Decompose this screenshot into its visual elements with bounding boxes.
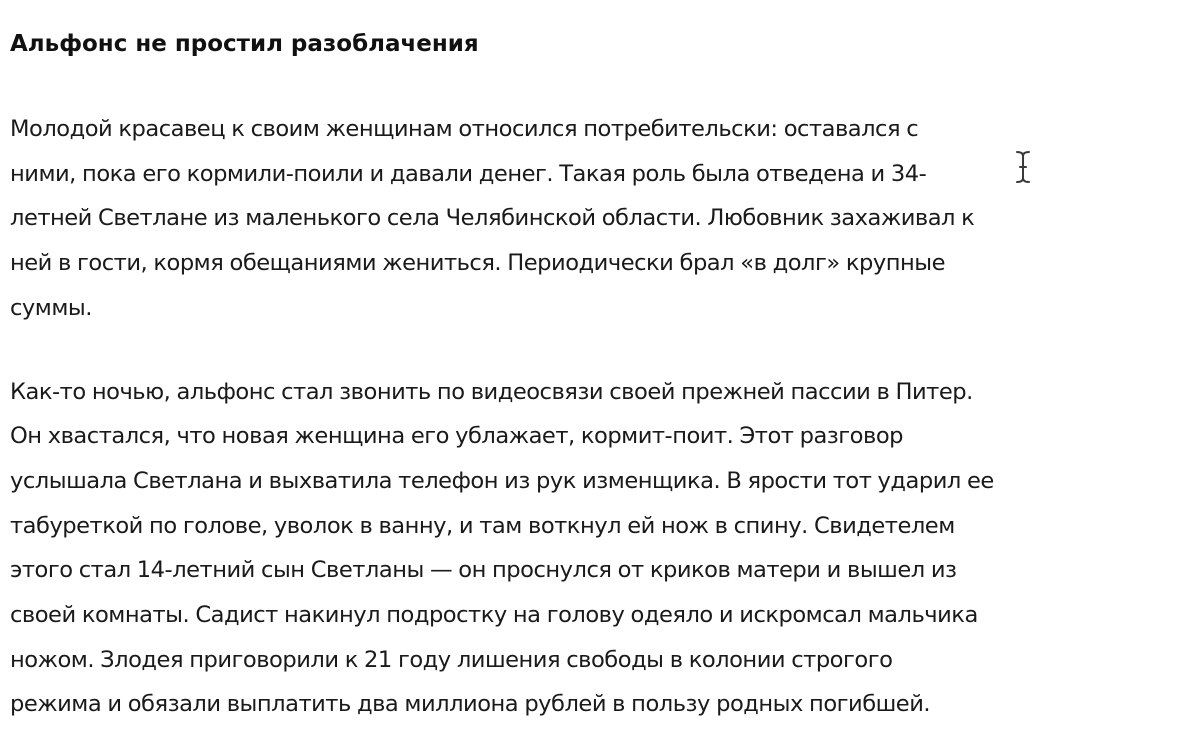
article-paragraph-2 <box>10 370 1180 728</box>
paragraph-line: своей комнаты. Садист накинул подростку на голову одеяло и искромсал мальчика <box>10 602 978 629</box>
paragraph-line: режима и обязали выплатить два миллиона рублей в пользу родных погибшей. <box>10 691 931 718</box>
paragraph-line: ними, пока его кормили-поили и давали денег. Такая роль была отведена и 34- <box>10 160 927 187</box>
paragraph-line: летней Светлане из маленького села Челябинской области. Любовник захаживал к <box>10 205 975 232</box>
paragraph-line: суммы. <box>10 294 92 321</box>
article <box>10 22 1180 727</box>
paragraph-line: Как-то ночью, альфонс стал звонить по видеосвязи своей прежней пассии в Питер. <box>10 378 973 405</box>
paragraph-line: Молодой красавец к своим женщинам относился потребительски: оставался с <box>10 116 919 142</box>
paragraph-line: табуреткой по голове, уволок в ванну, и там воткнул ей нож в спину. Свидетелем <box>10 512 955 539</box>
paragraph-line: Он хвастался, что новая женщина его ублажает, кормит-поит. Этот разговор <box>10 423 903 450</box>
text-cursor-icon <box>1014 150 1032 184</box>
paragraph-line: этого стал 14-летний сын Светланы — он проснулся от криков матери и вышел из <box>10 557 957 584</box>
article-paragraph-1 <box>10 107 1180 331</box>
article-title: Альфонс не простил разоблачения <box>10 31 479 57</box>
paragraph-line: ней в гости, кормя обещаниями жениться. Периодически брал «в долг» крупные <box>10 250 945 277</box>
paragraph-line: ножом. Злодея приговорили к 21 году лишения свободы в колонии строгого <box>10 646 893 673</box>
paragraph-line: услышала Светлана и выхватила телефон из рук изменщика. В ярости тот ударил ее <box>10 467 994 494</box>
